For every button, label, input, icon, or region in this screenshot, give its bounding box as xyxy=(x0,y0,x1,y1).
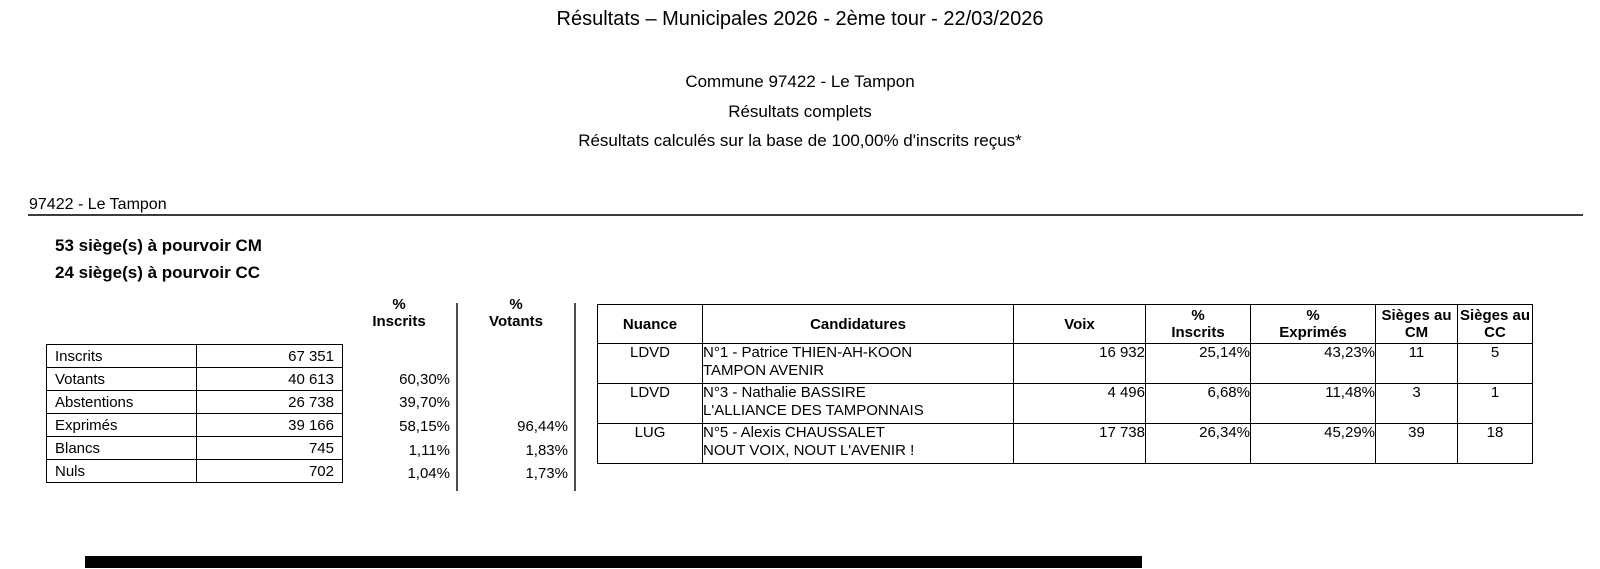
pct-exprimes-cell: 43,23% xyxy=(1251,344,1376,384)
results-header-row xyxy=(598,305,1533,344)
table-row xyxy=(47,368,343,391)
table-row xyxy=(47,391,343,414)
sieges-cm-cell: 39 xyxy=(1376,424,1458,464)
header-candidatures: Candidatures xyxy=(703,305,1014,344)
stat-value: 26 738 xyxy=(197,391,343,414)
voix-cell: 17 738 xyxy=(1014,424,1146,464)
pct-value: 1,83% xyxy=(525,441,568,459)
page-title: Résultats – Municipales 2026 - 2ème tour - 22/03/2026 xyxy=(556,8,1044,30)
header-pct-exprimes: % Exprimés xyxy=(1251,305,1376,344)
stat-value: 702 xyxy=(197,460,343,483)
candidate-row xyxy=(598,384,1533,424)
sieges-cm-cell: 11 xyxy=(1376,344,1458,384)
pct-value xyxy=(342,344,450,368)
candidate-row xyxy=(598,344,1533,384)
nuance-cell: LDVD xyxy=(598,384,703,424)
header-nuance: Nuance xyxy=(598,305,703,344)
candidate-name: N°1 - Patrice THIEN-AH-KOON xyxy=(703,344,913,361)
pct-value: 96,44% xyxy=(517,418,568,436)
candidature-cell xyxy=(703,424,1014,464)
voix-cell: 16 932 xyxy=(1014,344,1146,384)
pct-value: 1,04% xyxy=(407,465,450,483)
stat-label: Votants xyxy=(47,368,197,391)
participation-table xyxy=(46,344,343,483)
pct-value: 1,11% xyxy=(408,441,450,459)
stat-value: 67 351 xyxy=(197,345,343,368)
sieges-cc-cell: 18 xyxy=(1458,424,1533,464)
nuance-cell: LDVD xyxy=(598,344,703,384)
pct-inscrits-cell: 6,68% xyxy=(1146,384,1251,424)
pct-inscrits-header-line1: % xyxy=(392,296,406,313)
stat-value: 39 166 xyxy=(197,414,343,437)
pct-value: 60,30% xyxy=(399,370,450,388)
header-sieges-cm: Sièges au CM xyxy=(1376,305,1458,344)
results-type-subtitle: Résultats complets xyxy=(728,102,872,121)
stat-label: Inscrits xyxy=(47,345,197,368)
list-name: L'ALLIANCE DES TAMPONNAIS xyxy=(703,402,924,419)
pct-exprimes-cell: 11,48% xyxy=(1251,384,1376,424)
table-row xyxy=(47,460,343,483)
table-row xyxy=(47,414,343,437)
stat-value: 745 xyxy=(197,437,343,460)
candidature-cell xyxy=(703,344,1014,384)
header-voix: Voix xyxy=(1014,305,1146,344)
section-divider-line xyxy=(28,214,1583,216)
pct-votants-values xyxy=(458,344,568,486)
sieges-cc-cell: 1 xyxy=(1458,384,1533,424)
stat-label: Exprimés xyxy=(47,414,197,437)
pct-inscrits-values xyxy=(342,344,450,486)
calculation-note: Résultats calculés sur la base de 100,00% d'inscrits reçus* xyxy=(578,131,1022,150)
table-row xyxy=(47,345,343,368)
list-name: NOUT VOIX, NOUT L'AVENIR ! xyxy=(703,442,915,459)
pct-inscrits-header xyxy=(342,296,456,330)
pct-votants-header-line1: % xyxy=(509,296,523,313)
header-pct-inscrits: % Inscrits xyxy=(1146,305,1251,344)
pct-votants-header-line2: Votants xyxy=(489,313,543,330)
stat-label: Nuls xyxy=(47,460,197,483)
sieges-cm-cell: 3 xyxy=(1376,384,1458,424)
seats-cm-label: 53 siège(s) à pourvoir CM xyxy=(55,236,262,255)
candidate-name: N°5 - Alexis CHAUSSALET xyxy=(703,424,885,441)
nuance-cell: LUG xyxy=(598,424,703,464)
pct-value: 58,15% xyxy=(399,418,450,436)
pct-value xyxy=(458,344,568,368)
sieges-cc-cell: 5 xyxy=(1458,344,1533,384)
pct-value xyxy=(458,368,568,392)
pct-exprimes-cell: 45,29% xyxy=(1251,424,1376,464)
bottom-separator-bar xyxy=(85,556,1142,568)
pct-value: 1,73% xyxy=(525,465,568,483)
commune-subtitle: Commune 97422 - Le Tampon xyxy=(685,72,915,91)
pct-value xyxy=(458,391,568,415)
candidature-cell xyxy=(703,384,1014,424)
candidate-name: N°3 - Nathalie BASSIRE xyxy=(703,384,866,401)
pct-inscrits-cell: 26,34% xyxy=(1146,424,1251,464)
pct-inscrits-cell: 25,14% xyxy=(1146,344,1251,384)
pct-votants-header xyxy=(459,296,573,330)
stat-label: Blancs xyxy=(47,437,197,460)
table-row xyxy=(47,437,343,460)
candidate-row xyxy=(598,424,1533,464)
pct-inscrits-header-line2: Inscrits xyxy=(372,313,426,330)
pct-column-divider-right xyxy=(574,303,576,491)
pct-value: 39,70% xyxy=(399,394,450,412)
stat-value: 40 613 xyxy=(197,368,343,391)
list-name: TAMPON AVENIR xyxy=(703,362,825,379)
stat-label: Abstentions xyxy=(47,391,197,414)
seats-cc-label: 24 siège(s) à pourvoir CC xyxy=(55,263,261,282)
voix-cell: 4 496 xyxy=(1014,384,1146,424)
header-sieges-cc: Sièges au CC xyxy=(1458,305,1533,344)
candidates-results-table xyxy=(597,304,1533,464)
commune-section-label: 97422 - Le Tampon xyxy=(29,196,167,213)
